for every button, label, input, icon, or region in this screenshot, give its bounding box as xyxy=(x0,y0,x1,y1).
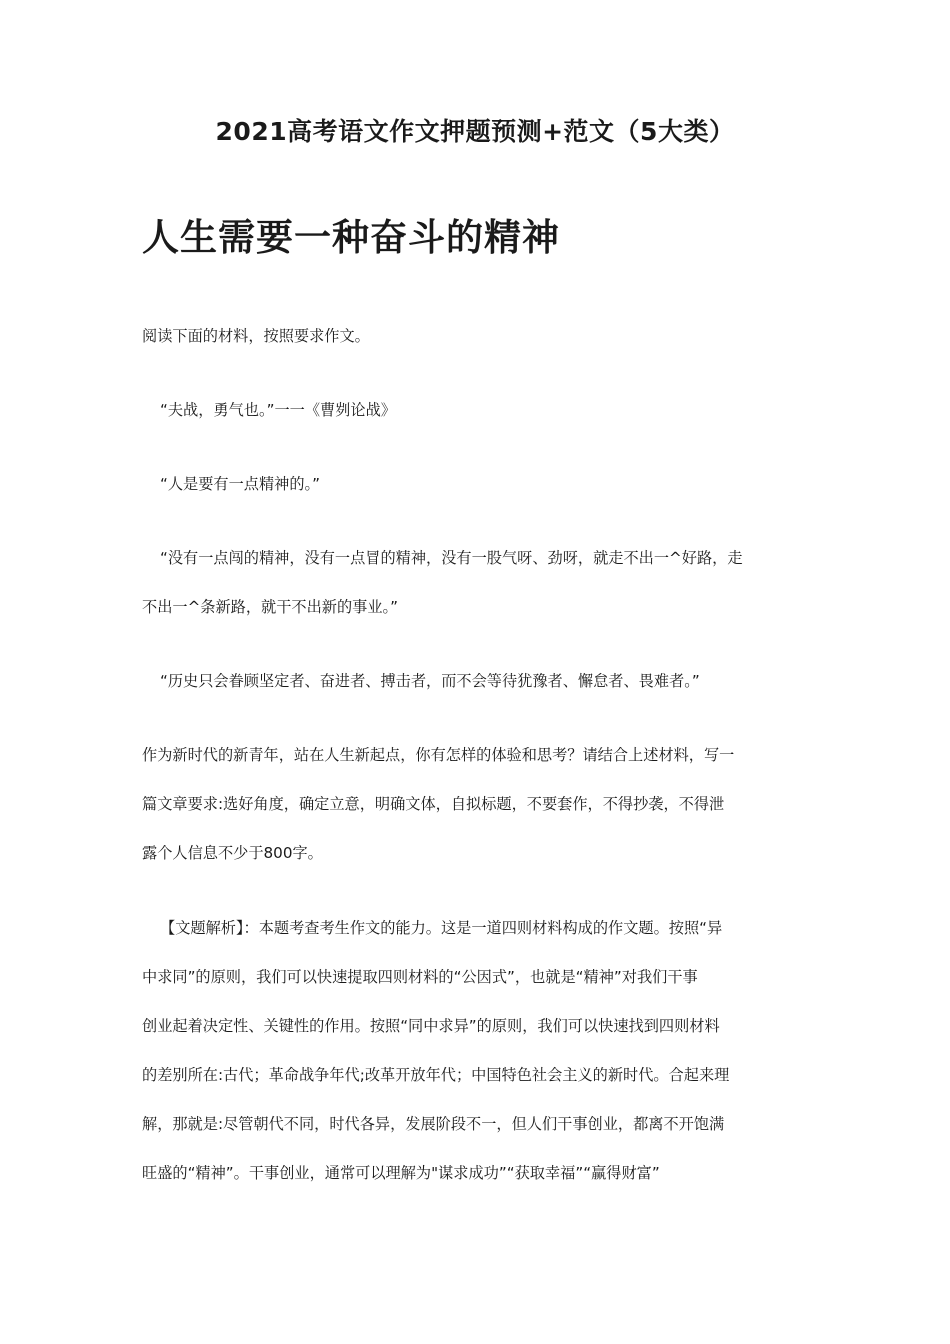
requirement-paragraph xyxy=(142,742,814,866)
document-title: 2021高考语文作文押题预测+范文（5大类） xyxy=(215,117,735,146)
analysis-line-2: 中求同”的原则，我们可以快速提取四则材料的“公因式”，也就是“精神”对我们干事 xyxy=(142,968,698,986)
quote-paragraph-3 xyxy=(142,545,814,620)
analysis-line-5: 解，那就是:尽管朝代不同，时代各异，发展阶段不一，但人们干事创业，都离不开饱满 xyxy=(142,1115,725,1133)
quote-3-line-2: 不出一^条新路，就干不出新的事业。” xyxy=(142,598,398,616)
quote-paragraph-1: “夫战，勇气也。”一一《曹刿论战》 xyxy=(160,401,396,419)
quote-paragraph-4: “历史只会眷顾坚定者、奋进者、搏击者，而不会等待犹豫者、懈怠者、畏难者。” xyxy=(160,672,700,690)
analysis-line-6: 旺盛的“精神”。干事创业，通常可以理解为"谋求成功”“获取幸福”“赢得财富” xyxy=(142,1164,660,1182)
analysis-line-3: 创业起着决定性、关键性的作用。按照“同中求异”的原则，我们可以快速找到四则材料 xyxy=(142,1017,720,1035)
analysis-line-1: 【文题解析】：本题考查考生作文的能力。这是一道四则材料构成的作文题。按照“异 xyxy=(160,919,723,937)
requirement-line-2: 篇文章要求:选好角度，确定立意，明确文体，自拟标题，不要套作，不得抄袭，不得泄 xyxy=(142,795,725,813)
essay-title: 人生需要一种奋斗的精神 xyxy=(142,216,560,259)
requirement-line-3: 露个人信息不少于800字。 xyxy=(142,844,323,862)
analysis-paragraph xyxy=(142,915,814,1186)
requirement-line-1: 作为新时代的新青年，站在人生新起点，你有怎样的体验和思考？请结合上述材料，写一 xyxy=(142,746,735,764)
intro-paragraph: 阅读下面的材料，按照要求作文。 xyxy=(142,327,370,345)
quote-3-line-1: “没有一点闯的精神，没有一点冒的精神，没有一股气呀、劲呀，就走不出一^好路，走 xyxy=(160,549,743,567)
quote-paragraph-2: “人是要有一点精神的。” xyxy=(160,475,321,493)
analysis-line-4: 的差别所在:古代；革命战争年代;改革开放年代；中国特色社会主义的新时代。合起来理 xyxy=(142,1066,730,1084)
